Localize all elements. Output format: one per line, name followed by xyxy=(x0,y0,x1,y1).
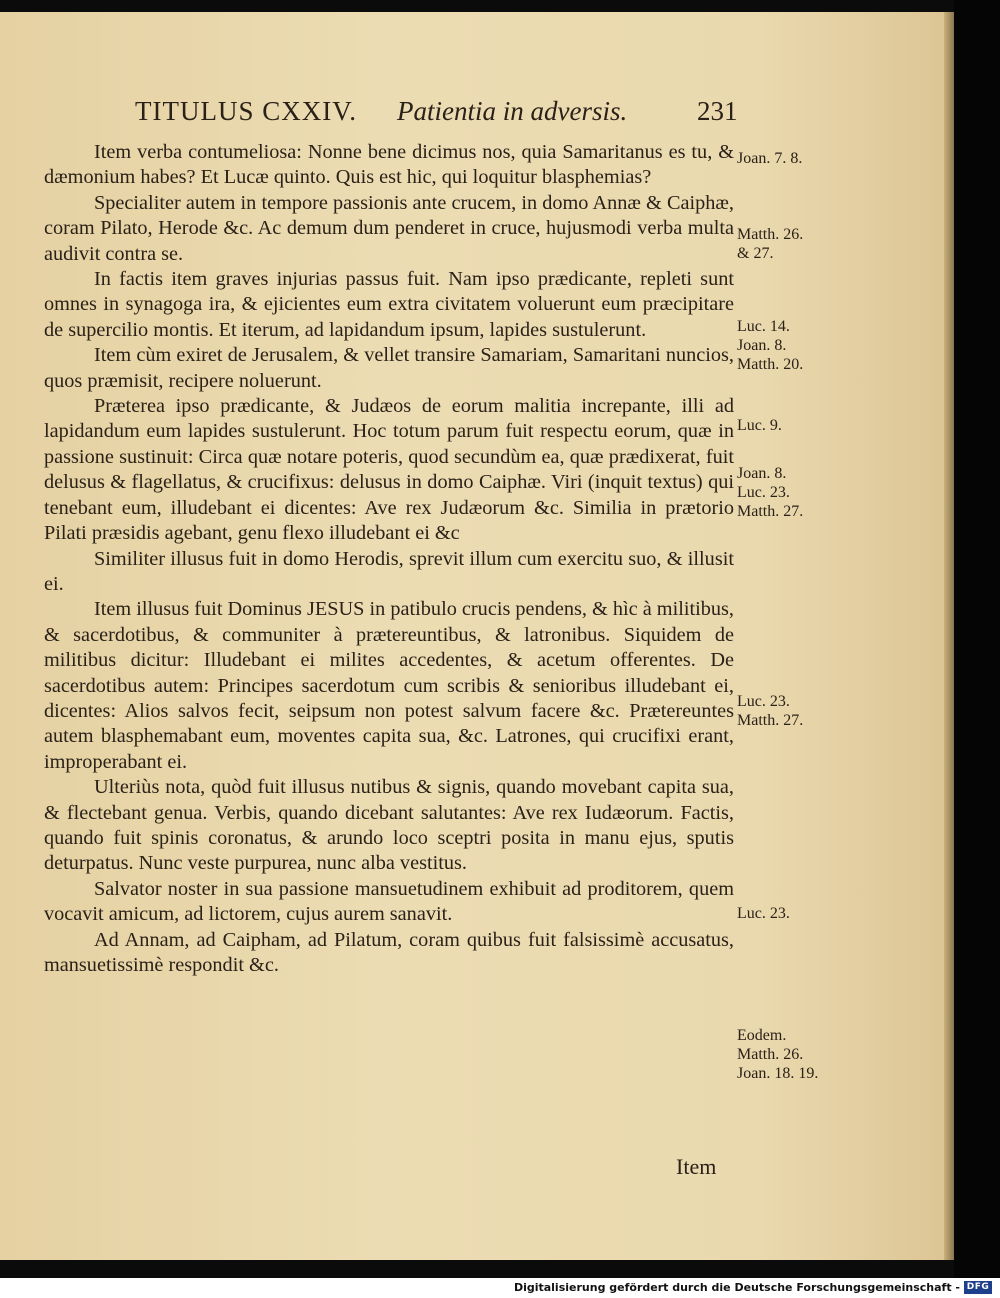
book-spine xyxy=(954,0,1000,1278)
funding-notice: Digitalisierung gefördert durch die Deutsche Forschungsgemeinschaft - xyxy=(513,1281,960,1294)
margin-note: Matth. 26. & 27. xyxy=(737,226,804,262)
dfg-logo-icon: DFG xyxy=(964,1281,992,1294)
paragraph: Item verba contumeliosa: Nonne bene dicimus nos, quia Samaritanus es tu, & dæmonium habes? Et Lucæ quinto. Quis est hic, qui loquitur blasphemias? xyxy=(44,141,734,189)
running-head-title: TITULUS CXXIV. xyxy=(135,96,357,126)
page-number: 231 xyxy=(697,96,738,126)
paragraph: Similiter illusus fuit in domo Herodis, sprevit illum cum exercitu suo, & illusit ei. xyxy=(44,547,734,595)
margin-note: Luc. 9. xyxy=(737,417,782,434)
margin-note: Eodem. Matth. 26. Joan. 18. 19. xyxy=(737,1027,819,1082)
book-page xyxy=(0,12,948,1260)
margin-note: Joan. 7. 8. xyxy=(737,150,803,167)
catchword: Item xyxy=(676,1154,717,1179)
running-head-subject: Patientia in adversis. xyxy=(397,96,628,126)
paragraph: Item illusus fuit Dominus JESUS in patibulo crucis pendens, & hìc à militibus, & sacerdotibus, & communiter à prætereuntibus, & latronibus. Siquidem de militibus dicitur: Illudebant ei milites accedentes, & acetum offerentes. De sacerdotibus autem: Principes sacerdotum cum scribis & senioribus illudebant ei, dicentes: Alios salvos fecit, seipsum non potest salvum facere &c. Prætereuntes autem blasphemabant eum, moventes capita sua, &c. Latrones, qui crucifixi erant, improperabant ei. xyxy=(44,598,734,773)
paragraph: Ad Annam, ad Caipham, ad Pilatum, coram quibus fuit falsissimè accusatus, mansuetissimè respondit &c. xyxy=(44,928,734,976)
footer-bar xyxy=(0,1278,1000,1298)
main-text xyxy=(44,140,734,978)
margin-note: Luc. 23. xyxy=(737,905,790,922)
paragraph: Ulteriùs nota, quòd fuit illusus nutibus & signis, quando movebant capita sua, & flectebant genua. Verbis, quando dicebant salutantes: Ave rex Iudæorum. Factis, quando fuit spinis coronatus, & arundo loco sceptri posita in manu ejus, sputis deturpatus. Nunc veste purpurea, nunc alba vestitus. xyxy=(44,776,734,875)
page-edge xyxy=(944,12,954,1260)
paragraph: Specialiter autem in tempore passionis ante crucem, in domo Annæ & Caiphæ, coram Pilato, Herode &c. Ac demum dum penderet in cruce, hujusmodi verba multa audivit contra se. xyxy=(44,191,734,265)
paragraph: Item cùm exiret de Jerusalem, & vellet transire Samariam, Samaritani nuncios, quos præmisit, recipere noluerunt. xyxy=(44,344,734,392)
margin-note: Luc. 14. Joan. 8. Matth. 20. xyxy=(737,318,804,373)
running-head xyxy=(135,96,745,130)
paragraph: In factis item graves injurias passus fuit. Nam ipso prædicante, repleti sunt omnes in synagoga ira, & ejicientes eum extra civitatem voluerunt eum præcipitare de supercilio montis. Et iterum, ad lapidandum ipsum, lapides sustulerunt. xyxy=(44,268,734,341)
margin-note: Luc. 23. Matth. 27. xyxy=(737,693,804,729)
paragraph: Præterea ipso prædicante, & Judæos de eorum malitia increpante, illi ad lapidandum eum lapides sustulerunt. Hoc totum parum fuit respectu eorum, quæ in passione sustinuit: Circa quæ notare poteris, quod secundùm ea, quæ prædixerat, fuit delusus & flagellatus, & crucifixus: delusus in domo Caiphæ. Viri (inquit textus) qui tenebant eum, illudebant ei dicentes: Ave rex Judæorum &c. Similia in prætorio Pilati præsidis agebant, genu flexo illudebant ei &c xyxy=(44,395,734,545)
margin-note: Joan. 8. Luc. 23. Matth. 27. xyxy=(737,465,804,520)
paragraph: Salvator noster in sua passione mansuetudinem exhibuit ad proditorem, quem vocavit amicum, ad lictorem, cujus aurem sanavit. xyxy=(44,877,734,926)
